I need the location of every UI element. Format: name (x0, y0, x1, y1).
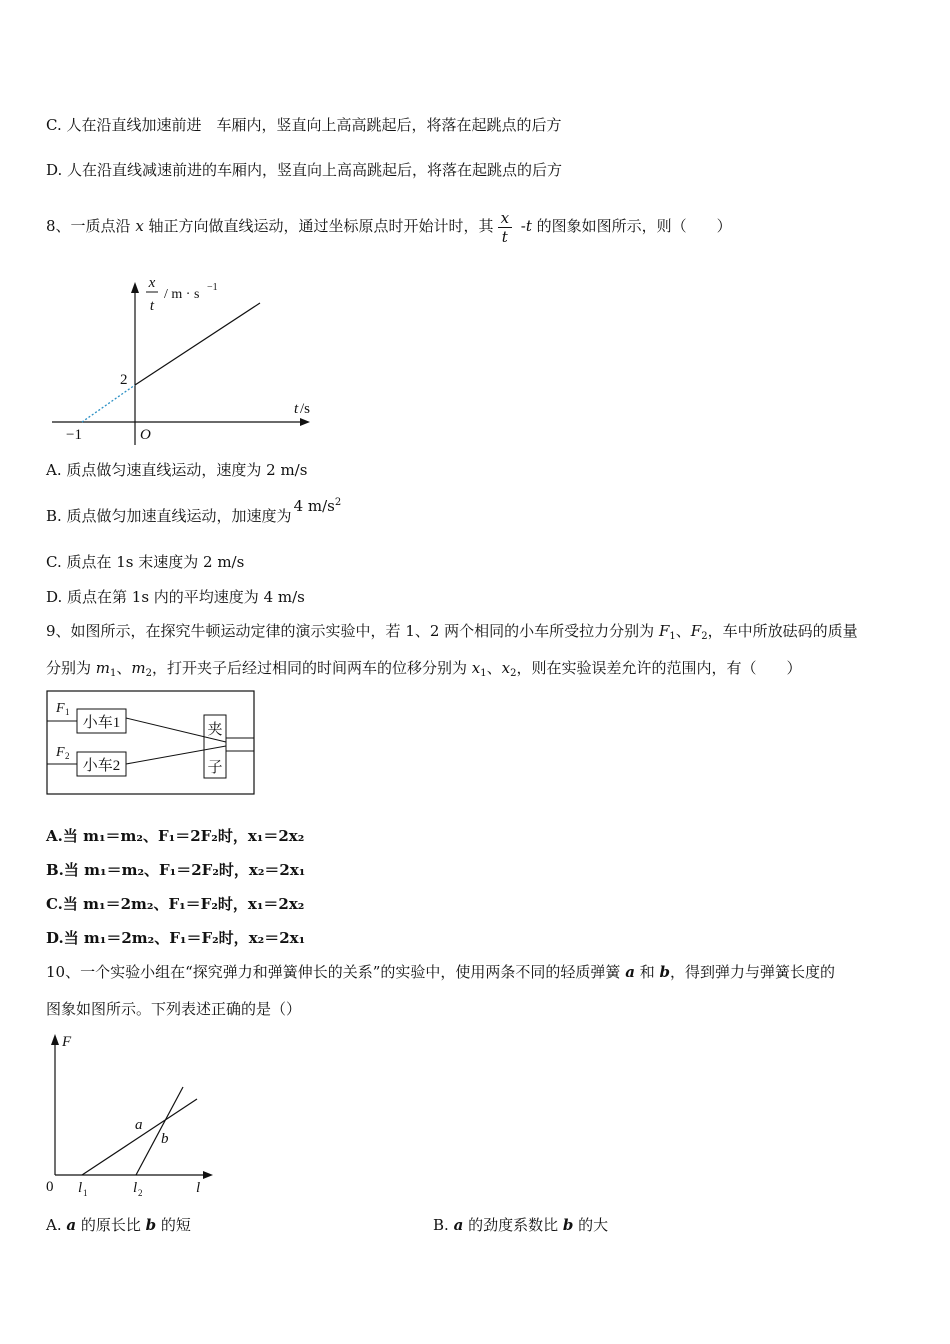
label-a: a (135, 1117, 143, 1133)
option-letter: A. (46, 827, 63, 845)
q10-option-a (46, 1215, 191, 1235)
car2-label: 小车2 (82, 758, 121, 774)
stem-sub: 1 (669, 631, 676, 642)
car1-label: 小车1 (82, 715, 121, 731)
y-label-numerator: x (148, 275, 156, 291)
stem-sub: 2 (145, 668, 153, 679)
stem-text: ，则在实验误差允许的范围内，有（ ） (516, 659, 802, 677)
stem-var: x (471, 659, 481, 677)
x-unit: /s (300, 401, 311, 417)
q10-stem-line2: 图象如图所示。下列表述正确的是（） (46, 1000, 302, 1018)
y-axis-arrow (131, 282, 139, 293)
option-var: a (453, 1216, 464, 1234)
l1-label: l (78, 1180, 83, 1196)
option-result: x₂＝2x₁ (248, 929, 306, 947)
y-unit: / m · s (164, 287, 200, 302)
f1-label: F (56, 701, 65, 716)
y-label-denominator: t (149, 298, 155, 314)
q8-stem (46, 196, 732, 256)
stem-text: ，打开夹子后经过相同的时间两车的位移分别为 (152, 659, 472, 677)
data-line (135, 303, 260, 385)
x-axis-arrow (300, 418, 310, 426)
stem-text: 9、如图所示，在探究牛顿运动定律的演示实验中，若 1、2 两个相同的小车所受拉力分别为 (46, 622, 659, 640)
origin-label: 0 (46, 1179, 54, 1195)
q10-option-b (433, 1215, 608, 1235)
stem-sub: 1 (480, 668, 487, 679)
stem-var: m (95, 659, 111, 677)
l2-subscript: 2 (138, 1188, 143, 1198)
q9-option-b (46, 860, 305, 880)
clip-label-bottom: 子 (207, 760, 223, 776)
stem-var: b (659, 963, 670, 981)
y-label: F (62, 1034, 72, 1050)
option-text: 的劲度系数比 (463, 1216, 563, 1234)
q9-option-a (46, 826, 304, 846)
option-result: x₁＝2x₂ (247, 895, 305, 913)
q8-option-c: C. 质点在 1s 末速度为 2 m/s (46, 553, 245, 571)
option-var: b (145, 1216, 157, 1234)
q8-option-b (46, 496, 341, 536)
option-result: x₂＝2x₁ (248, 861, 306, 879)
q8-stem-fraction (498, 209, 512, 246)
option-text: B. (433, 1216, 454, 1234)
q10-graph (40, 1030, 220, 1205)
stem-var: m (131, 659, 146, 677)
f1-subscript: 1 (65, 707, 70, 717)
stem-text: 和 (634, 963, 660, 981)
stem-text: 10、一个实验小组在“探究弹力和弹簧伸长的关系”的实验中，使用两条不同的轻质弹簧 (46, 963, 626, 981)
x-axis-arrow (203, 1171, 213, 1179)
stem-text: 分别为 (46, 659, 96, 677)
q8-option-a: A. 质点做匀速直线运动，速度为 2 m/s (46, 461, 308, 479)
y-unit-exponent: −1 (207, 282, 218, 293)
origin-label: O (140, 427, 151, 443)
stem-var: a (625, 963, 635, 981)
stem-text: 、 (116, 659, 132, 677)
q8-option-b-text: B. 质点做匀加速直线运动，加速度为 (46, 507, 292, 525)
stem-text: 、 (486, 659, 502, 677)
q8-option-b-number: 4 m/s (293, 497, 335, 515)
option-var: b (562, 1216, 574, 1234)
q8-stem-text: 8、一质点沿 (46, 217, 136, 235)
q8-stem-var: x (135, 217, 144, 235)
fraction-denominator: t (501, 227, 508, 246)
option-text: 的大 (573, 1216, 609, 1234)
clip-label-top: 夹 (207, 722, 223, 738)
x-label: t (294, 401, 299, 417)
q8-option-d: D. 质点在第 1s 内的平均速度为 4 m/s (46, 588, 305, 606)
q8-stem-text: - (516, 217, 526, 235)
stem-text: ，得到弹力与弹簧长度的 (669, 963, 835, 981)
q10-stem-line1 (46, 962, 835, 982)
l2-label: l (133, 1180, 138, 1196)
stem-var: x (501, 659, 511, 677)
option-condition: 当 m₁＝2m₂、F₁＝F₂时， (62, 895, 248, 913)
q8-graph (40, 270, 330, 450)
option-text: 的短 (156, 1216, 191, 1234)
f2-subscript: 2 (65, 751, 70, 761)
q8-option-b-value (294, 497, 342, 515)
q8-stem-var: t (525, 217, 532, 235)
extension-line (82, 385, 135, 422)
stem-sub: 2 (510, 668, 517, 679)
q8-stem-text: 的图象如图所示，则（ ） (531, 217, 732, 235)
l1-subscript: 1 (83, 1188, 88, 1198)
stem-sub: 1 (110, 668, 117, 679)
q8-stem-text: 轴正方向做直线运动，通过坐标原点时开始计时，其 (143, 217, 494, 235)
q9-diagram (46, 690, 256, 796)
q8-option-b-exponent: 2 (334, 497, 342, 508)
q7-option-c: C. 人在沿直线加速前进 车厢内，竖直向上高高跳起后，将落在起跳点的后方 (46, 116, 562, 134)
diagram-frame (47, 691, 254, 794)
line-a (82, 1099, 197, 1175)
f2-label: F (56, 745, 65, 760)
q7-option-d: D. 人在沿直线减速前进的车厢内，竖直向上高高跳起后，将落在起跳点的后方 (46, 161, 563, 179)
option-text: A. (46, 1216, 67, 1234)
stem-sub: 2 (701, 631, 708, 642)
option-letter: B. (46, 861, 64, 879)
x-label: l (196, 1180, 201, 1196)
option-condition: 当 m₁＝m₂、F₁＝2F₂时， (63, 861, 249, 879)
option-letter: C. (46, 895, 63, 913)
option-condition: 当 m₁＝2m₂、F₁＝F₂时， (63, 929, 249, 947)
option-letter: D. (46, 929, 64, 947)
stem-var: F (690, 622, 702, 640)
fraction-numerator: x (498, 209, 512, 228)
label-b: b (161, 1131, 169, 1147)
option-condition: 当 m₁＝m₂、F₁＝2F₂时， (62, 827, 248, 845)
line-b (136, 1087, 183, 1175)
x-intercept-label: −1 (66, 427, 82, 443)
stem-var: F (658, 622, 670, 640)
stem-text: ，车中所放砝码的质量 (707, 622, 858, 640)
stem-text: 、 (675, 622, 691, 640)
q9-option-d (46, 928, 305, 948)
q9-option-c (46, 894, 304, 914)
option-text: 的原长比 (76, 1216, 146, 1234)
y-intercept-label: 2 (120, 372, 128, 388)
option-result: x₁＝2x₂ (247, 827, 305, 845)
q9-stem-line2 (46, 658, 802, 678)
q9-stem-line1 (46, 621, 858, 641)
option-var: a (66, 1216, 77, 1234)
y-axis-arrow (51, 1034, 59, 1045)
